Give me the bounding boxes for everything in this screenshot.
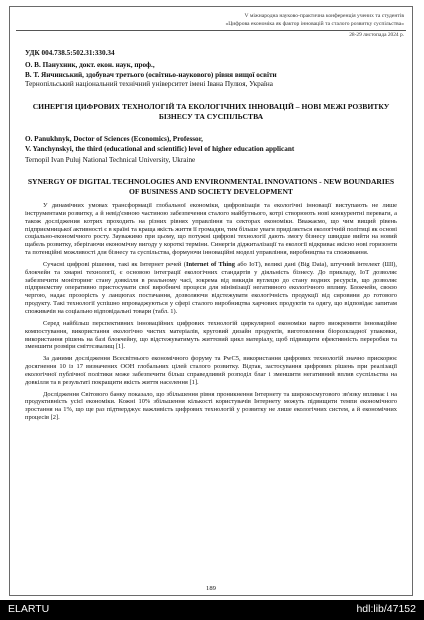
paragraph-2-text-b: або IoT), великі дані (Big Data), штучний інтелект (ШІ), блокчейн та хмарні технології, є основою інтеграції екологічних стандартів у діяльність бізнесу. До прикладу, IoT дозволяє забезпечити моніторинг стану довкілля в реальному часі, зокрема від викидів вуглецю до стану водних ресурсів, що дозволяє підприємству оперативно пристосувати свої виробничі процеси для мінімізації негативного екологічного впливу. Блокчейн, своєю чергою, надає прозорість у ланцюгах постачання, дозволяючи відстежувати екологічність продукції від сировини до готового продукту. Такі технології успішно впроваджуються у сфері сталого виробництва харчових продуктів та одягу, що відповідає запитам споживачів на соціально відповідальні товари (табл. 1). [25,260,398,315]
paragraph-2 [25,261,397,316]
article-body [25,202,397,426]
running-header-conference: V міжнародна науково-практична конференція учених та студентів [244,13,404,19]
author-line-1-en: O. Panukhnyk, Doctor of Sciences (Economics), Professor, [25,135,203,143]
page-number: 189 [206,585,216,592]
running-header-date: 28-29 листопада 2024 р. [349,32,404,38]
document-page [9,6,413,596]
title-ukrainian: СИНЕРГІЯ ЦИФРОВИХ ТЕХНОЛОГІЙ ТА ЕКОЛОГІЧНИХ ІННОВАЦІЙ – НОВІ МЕЖІ РОЗВИТКУ БІЗНЕСУ ТА СУСПІЛЬСТВА [32,102,390,121]
running-header-theme: «Цифрова економіка як фактор інновацій та сталого розвитку суспільства» [225,21,404,27]
paragraph-5: Дослідження Світового банку показало, що збільшення рівня проникнення Інтернету та широкосмугового зв'язку впливає і на продуктивність усієї економіки. Кожні 10% збільшення кількості користувачів Інтернету можуть підвищити темпи економічного зростання на 1%, що ще раз підтверджує важливість цифрових технологій у розвитку не лише екологічних систем, а й економічних процесів [2]. [25,390,397,422]
paragraph-3: Серед найбільш перспективних інноваційних цифрових технологій циркулярної економіки варто виокремити інноваційне компостування, використання екологічно чистих матеріалів, круговий дизайн продуктів, виготовлення біорозкладної упаковки, використання рішень на базі блокчейну, що відстежуватимуть життєвий цикл матеріалу, щоб підвищити ефективність переробки та зменшити розміри сміттєзвалищ [1]. [25,319,397,351]
authors-english [25,135,397,155]
paragraph-2-text-a: Сучасні цифрові рішення, такі як Інтернет речей ( [43,260,186,268]
udk-code: УДК 004.738.5:502.31:330.34 [25,49,115,57]
handle-identifier: hdl:lib/47152 [356,603,416,615]
paragraph-4: За даними дослідження Всесвітнього економічного форуму та PwC5, використання цифрових технологій значно прискорює досягнення 10 із 17 визначених ООН глобальних цілей сталого розвитку. Відтак, застосування цифрових рішень при реалізації екологічної публічної політики може забезпечити більш справедливий розподіл благ і зменшити негативний вплив суспільства на довкілля та в результаті покращити якість життя населення [1]. [25,355,397,386]
institution-english: Ternopil Ivan Puluj National Technical University, Ukraine [25,156,196,164]
paragraph-2-bold-term: Internet of Thing [185,260,235,268]
author-line-2-en: V. Yanchynskyi, the third (educational and scientific) level of higher education applicant [25,144,295,153]
author-line-2: В. Т. Янчинський, здобувач третього (освітньо-наукового) рівня вищої освіти [25,70,277,79]
author-line-1: О. В. Панухник, докт. екон. наук, проф., [25,61,155,69]
repository-name: ELARTU [8,603,50,615]
authors-ukrainian [25,61,277,81]
paragraph-1: У динамічних умовах трансформації глобальної економіки, цифровізація та екологічні інновації виступають не лише інструментами розвитку, а й невід'ємною частиною забезпечення сталого майбутнього, котрі створюють нові конкурентні переваги, а також досліджения котрих проходить на різних рівнях управління та секторах економіки. Вважаємо, що чим вищий рівень підприємницької активності є в країні та краща якість життя її громадян, тим більше уваги приділяється екологічній політиці як основі соціально-економічного росту. Зауважимо при цьому, що потужні цифрові технології дають змогу бізнесу швидше вийти на новий щабель розвитку, зберігаючи економічну вигоду у короткі терміни. Синергія діджиталізації та екології відкриває якісно нові горизонти та потенційні можливості для бізнесу та суспільства, формуючи інноваційні моделі управління, виробництва та споживання. [25,202,397,257]
institution-ukrainian: Тернопільський національний технічний університет імені Івана Пулюя, Україна [25,80,273,88]
title-english: SYNERGY OF DIGITAL TECHNOLOGIES AND ENVIRONMENTAL INNOVATIONS - NEW BOUNDARIES OF BUSINESS AND SOCIETY DEVELOPMENT [27,177,395,196]
viewer-footer-bar [0,600,424,620]
header-divider [16,30,406,31]
